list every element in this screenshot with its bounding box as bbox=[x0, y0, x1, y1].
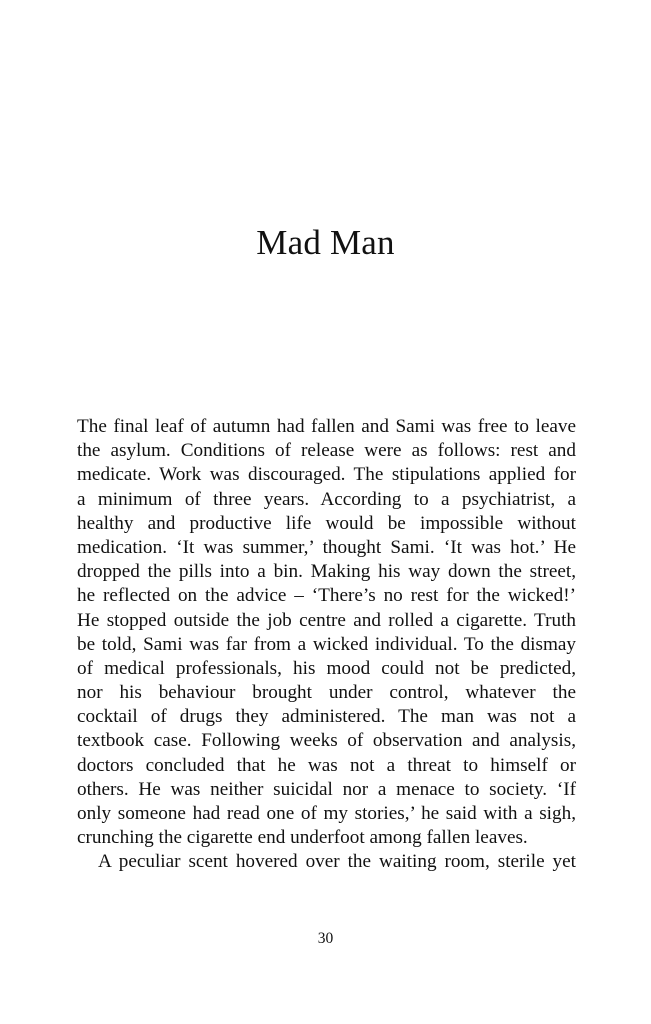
text-line: healthy and productive life would be impossible without bbox=[77, 512, 576, 534]
text-line: The final leaf of autumn had fallen and Sami was free to leave bbox=[77, 416, 576, 437]
text-line: others. He was neither suicidal nor a menace to society. ‘If bbox=[77, 778, 576, 800]
text-line: doctors concluded that he was not a threat to himself or bbox=[77, 754, 576, 776]
page-number: 30 bbox=[317, 930, 334, 947]
text-line: A peculiar scent hovered over the waiting room, sterile yet bbox=[98, 851, 576, 873]
text-line: he reflected on the advice – ‘There’s no rest for the wicked!’ bbox=[77, 585, 576, 607]
text-line: of medical professionals, his mood could not be predicted, bbox=[77, 657, 576, 679]
text-line: medication. ‘It was summer,’ thought Sami. ‘It was hot.’ He bbox=[77, 536, 576, 558]
chapter-title: Mad Man bbox=[256, 223, 395, 262]
text-line: be told, Sami was far from a wicked individual. To the dismay bbox=[77, 633, 576, 655]
body-text bbox=[77, 415, 576, 875]
text-line: only someone had read one of my stories,’ he said with a sigh, bbox=[77, 803, 576, 824]
text-line: nor his behaviour brought under control, whatever the bbox=[77, 682, 576, 704]
paragraph bbox=[77, 850, 576, 874]
text-line: a minimum of three years. According to a psychiatrist, a bbox=[77, 488, 576, 510]
text-line: the asylum. Conditions of release were as follows: rest and bbox=[77, 440, 576, 462]
text-line: crunching the cigarette end underfoot among fallen leaves. bbox=[77, 827, 528, 849]
text-line: He stopped outside the job centre and rolled a cigarette. Truth bbox=[77, 609, 576, 631]
paragraph bbox=[77, 415, 576, 850]
text-line: medicate. Work was discouraged. The stipulations applied for bbox=[77, 464, 576, 486]
text-line: textbook case. Following weeks of observation and analysis, bbox=[77, 730, 576, 752]
text-line: dropped the pills into a bin. Making his way down the street, bbox=[77, 561, 576, 583]
text-line: cocktail of drugs they administered. The man was not a bbox=[77, 706, 576, 728]
